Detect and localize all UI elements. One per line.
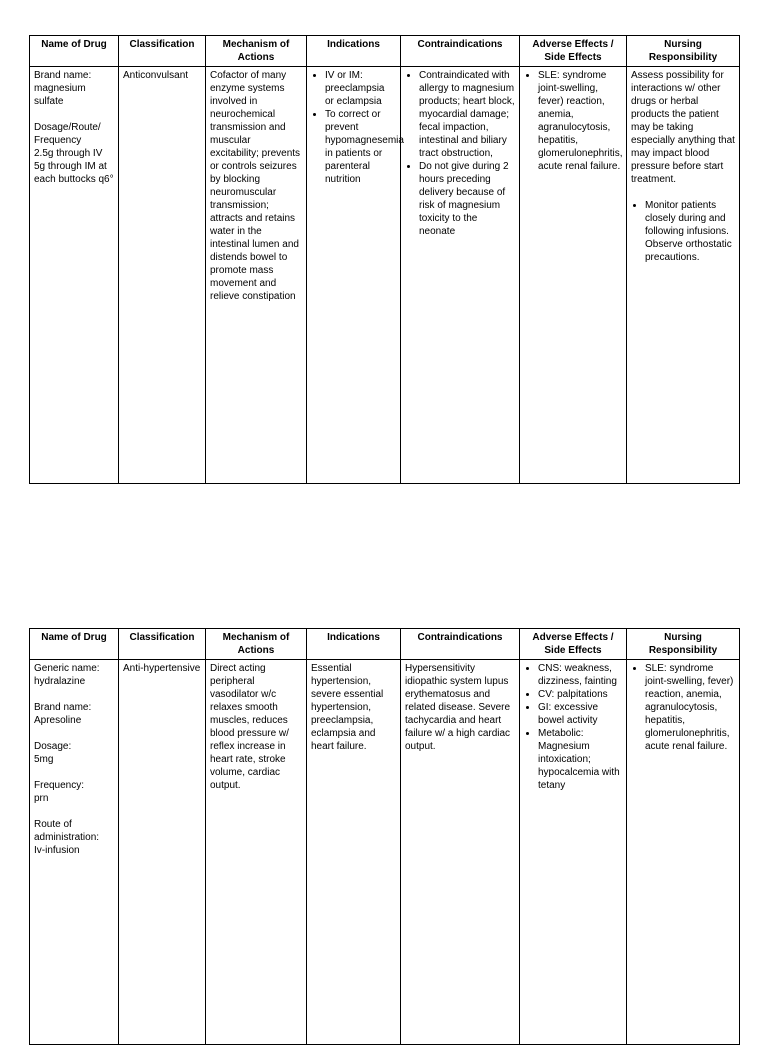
adverse-effect-item: • Metabolic: Magnesium intoxication; hypocalcemia with tetany xyxy=(538,727,622,792)
dosage-line: 5g through IM at xyxy=(34,161,107,172)
nursing-responsibility-cell xyxy=(627,67,740,484)
classification-cell: Anti-hypertensive xyxy=(119,660,206,1045)
generic-name-line: hydralazine xyxy=(34,676,86,687)
header-name-of-drug: Name of Drug xyxy=(30,629,119,660)
drug-table-magnesium-sulfate xyxy=(29,35,740,484)
mechanism-cell: Cofactor of many enzyme systems involved in neurochemical transmission and muscular excitability; prevents or controls seizures by blocking neuromuscular transmission; attracts and retains water in the intestinal lumen and distends bowel to promote mass movement and relieve constipation xyxy=(206,67,307,484)
adverse-effect-item: • GI: excessive bowel activity xyxy=(538,701,622,727)
drug-name-line: magnesium xyxy=(34,83,86,94)
nursing-item: • Monitor patients closely during and following infusions. Observe orthostatic precautions. xyxy=(645,199,735,264)
header-contraindications: Contraindications xyxy=(401,36,520,67)
route-line: administration: xyxy=(34,832,100,843)
nursing-item: • SLE: syndrome joint-swelling, fever) reaction, anemia, agranulocytosis, hepatitis, glomerulonephritis, acute renal failure. xyxy=(645,662,735,753)
dosage-line: Dosage/Route/ xyxy=(34,122,101,133)
drug-name-cell xyxy=(30,660,119,1045)
header-nursing-responsibility: Nursing Responsibility xyxy=(627,36,740,67)
adverse-effect-item: • CNS: weakness, dizziness, fainting xyxy=(538,662,622,688)
table-row xyxy=(30,67,740,484)
mechanism-cell: Direct acting peripheral vasodilator w/c relaxes smooth muscles, reduces blood pressure w/ reflex increase in heart rate, stroke volume, cardiac output. xyxy=(206,660,307,1045)
drug-name-line: Brand name: xyxy=(34,70,92,81)
header-indications: Indications xyxy=(307,36,401,67)
header-contraindications: Contraindications xyxy=(401,629,520,660)
adverse-effects-cell xyxy=(520,67,627,484)
drug-name-line: sulfate xyxy=(34,96,64,107)
header-mechanism: Mechanism of Actions xyxy=(206,36,307,67)
dosage-line: 2.5g through IV xyxy=(34,148,103,159)
header-mechanism: Mechanism of Actions xyxy=(206,629,307,660)
indication-item: • To correct or prevent hypomagnesemia in patients or parenteral nutrition xyxy=(325,108,396,186)
classification-cell: Anticonvulsant xyxy=(119,67,206,484)
adverse-effect-item: • CV: palpitations xyxy=(538,688,622,701)
route-line: Iv-infusion xyxy=(34,845,80,856)
indications-cell xyxy=(307,67,404,484)
brand-name-line: Brand name: xyxy=(34,702,92,713)
frequency-line: prn xyxy=(34,793,49,804)
header-classification: Classification xyxy=(119,36,206,67)
table-row xyxy=(30,660,740,1045)
nursing-text: Assess possibility for interactions w/ other drugs or herbal products the patient may be taking especially anything that may impact blood pressure before start treatment. xyxy=(631,70,735,185)
adverse-effect-item: • SLE: syndrome joint-swelling, fever) reaction, anemia, agranulocytosis, hepatitis, glomerulonephritis, acute renal failure. xyxy=(538,69,622,173)
indications-cell: Essential hypertension, severe essential hypertension, preeclampsia, eclampsia and heart failure. xyxy=(307,660,401,1045)
header-adverse-effects: Adverse Effects / Side Effects xyxy=(520,629,627,660)
brand-name-line: Apresoline xyxy=(34,715,82,726)
dosage-line: each buttocks q6° xyxy=(34,174,114,185)
generic-name-line: Generic name: xyxy=(34,663,100,674)
header-name-of-drug: Name of Drug xyxy=(30,36,119,67)
route-line: Route of xyxy=(34,819,72,830)
frequency-line: Frequency: xyxy=(34,780,85,791)
contraindications-cell: Hypersensitivity idiopathic system lupus erythematosus and related disease. Severe tachycardia and heart failure w/ a high cardiac output. xyxy=(401,660,520,1045)
indication-item: • IV or IM: preeclampsia or eclampsia xyxy=(325,69,396,108)
adverse-effects-cell xyxy=(520,660,627,1045)
header-classification: Classification xyxy=(119,629,206,660)
table-header-row xyxy=(30,36,740,67)
header-nursing-responsibility: Nursing Responsibility xyxy=(627,629,740,660)
dosage-line: Dosage: xyxy=(34,741,72,752)
contraindications-cell xyxy=(401,67,520,484)
contraindication-item: • Do not give during 2 hours preceding delivery because of risk of magnesium toxicity to the neonate xyxy=(419,160,515,238)
header-indications: Indications xyxy=(307,629,401,660)
contraindication-item: • Contraindicated with allergy to magnesium products; heart block, myocardial damage; fecal impaction, intestinal and biliary tract obstruction, xyxy=(419,69,515,160)
table-header-row xyxy=(30,629,740,660)
dosage-line: Frequency xyxy=(34,135,82,146)
drug-name-cell xyxy=(30,67,119,484)
drug-table-hydralazine xyxy=(29,628,740,1045)
header-adverse-effects: Adverse Effects / Side Effects xyxy=(520,36,627,67)
nursing-responsibility-cell xyxy=(627,660,740,1045)
dosage-line: 5mg xyxy=(34,754,54,765)
